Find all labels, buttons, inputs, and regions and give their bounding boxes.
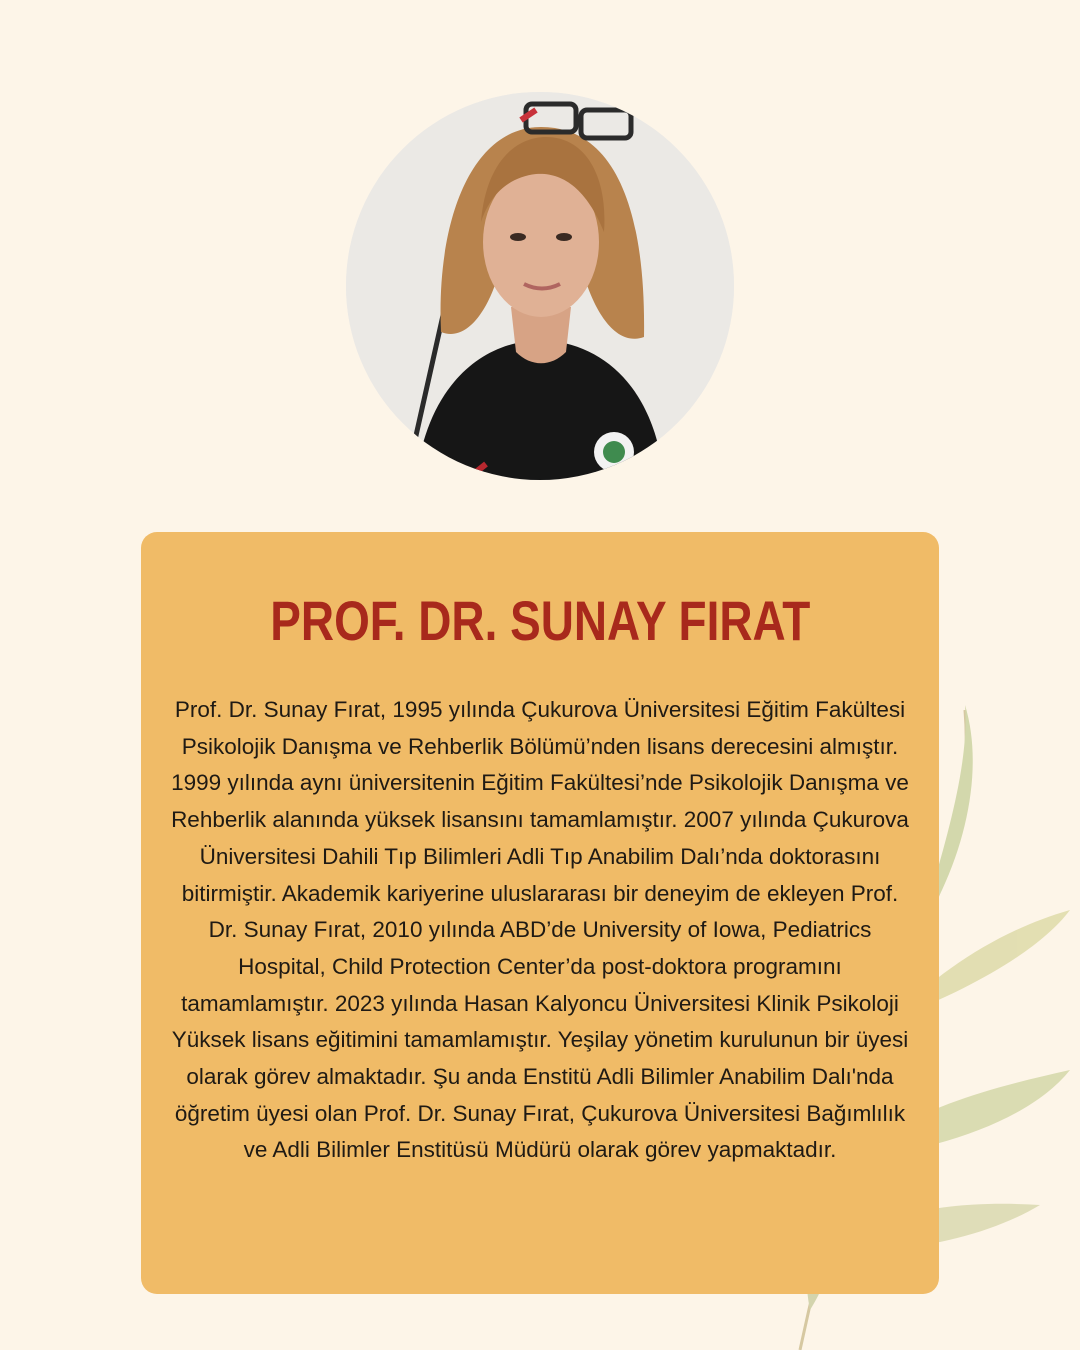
profile-photo <box>346 92 734 480</box>
profile-bio: Prof. Dr. Sunay Fırat, 1995 yılında Çukurova Üniversitesi Eğitim Fakültesi Psikolojik Danışma ve Rehberlik Bölümü’nden lisans derecesini almıştır. 1999 yılında aynı üniversitenin Eğitim Fakültesi’nde Psikolojik Danışma ve Rehberlik alanında yüksek lisansını tamamlamıştır. 2007 yılında Çukurova Üniversitesi Dahili Tıp Bilimleri Adli Tıp Anabilim Dalı’nda doktorasını bitirmiştir. Akademik kariyerine uluslararası bir deneyim de ekleyen Prof. Dr. Sunay Fırat, 2010 yılında ABD’de University of Iowa, Pediatrics Hospital, Child Protection Center’da post-doktora programını tamamlamıştır. 2023 yılında Hasan Kalyoncu Üniversitesi Klinik Psikoloji Yüksek lisans eğitimini tamamlamıştır. Yeşilay yönetim kurulunun bir üyesi olarak görev almaktadır. Şu anda Enstitü Adli Bilimler Anabilim Dalı'nda öğretim üyesi olan Prof. Dr. Sunay Fırat, Çukurova Üniversitesi Bağımlılık ve Adli Bilimler Enstitüsü Müdürü olarak görev yapmaktadır. <box>171 697 909 1163</box>
profile-name: PROF. DR. SUNAY FIRAT <box>269 589 811 652</box>
portrait-photo-icon <box>346 92 734 480</box>
bio-card <box>141 532 939 1294</box>
profile-name-title <box>141 586 939 656</box>
